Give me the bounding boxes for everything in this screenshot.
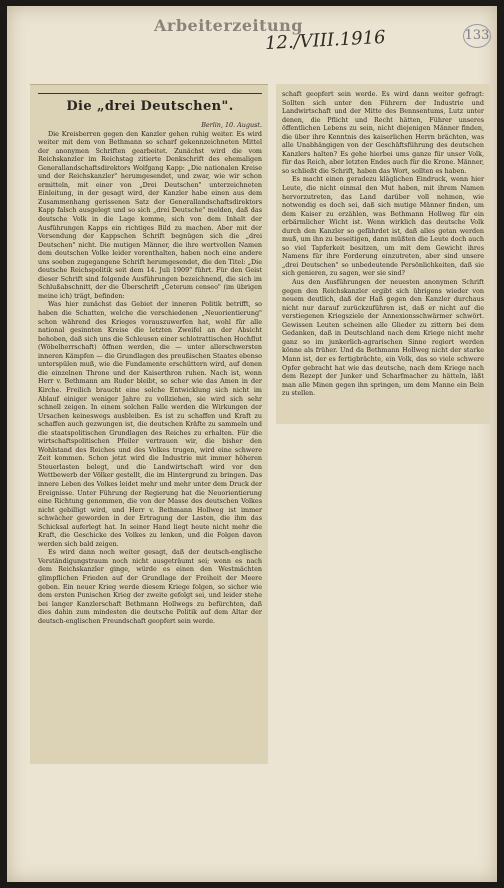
article-paragraph: Die Kreisberren gegen den Kanzler gehen ruhig weiter. Es wird weiter mit dem von Bethmann so scharf gekennzeichneten Mittel der anonymen Schriften gearbeitet. Zunächst wird die vom Reichskanzler im Reichstag zitierte Denkschrift des ehemaligen Generallandschaftsdirektors Wolfgang Kapp: „Die nationalen Kreise und der Reichskanzler" herumgesendet, und zwar, wie wir schon ermitteln, mit einer von „Drei Deutschen" unterzeichneten Einleitung, in der gesagt wird, der Kanzler habe einen aus dem Zusammenhang gerissenen Satz der Generallandschaftsdirektors Kapp falsch ausgelegt und so sich „drei Deutsche" melden, daß das deutsche Volk in die Lage komme, sich von dem Inhalt der Ausführungen Kapps ein richtiges Bild zu machen. Aber mit der Versendung der Kappschen Schrift begnügen sich die „drei Deutschen" nicht. Die mutigen Männer, die ihre wertvollen Namen dem deutschen Volke leider vorenthalten, haben noch eine andere uns soeben zugegangene Schrift herumgesendet, die den Titel: „Die deutsche Reichspolitik seit dem 14. Juli 1909" führt. Für den Geist dieser Schrift sind folgende Ausführungen bezeichnend, die sich im Schlußabschnitt, der die Überschrift „Ceterum censeo" (im übrigen meine ich) trägt, befinden: (38, 129, 262, 300)
article-paragraph: Es macht einen geradezu kläglichen Eindruck, wenn hier Leute, die nicht einmal den Mut haben, mit ihrem Namen hervorzutreten, das Land darüber voll nehmen, wie notwendig es doch sei, daß sich mutige Männer finden, um dem Kaiser zu erzählen, was Bethmann Hollweg für ein erbärmlicher Wicht ist. Wenn wirklich das deutsche Volk durch den Kanzler so gefährdet ist, daß alles getan werden muß, um ihn zu beseitigen, dann müßten die Leute doch auch so viel Tapferkeit besitzen, um mit dem Gewicht ihres Namens für ihre Forderung einzutreten, aber sind unsere „drei Deutschen" so unbedeutende Persönlichkeiten, daß sie sich genieren, zu sagen, wer sie sind? (282, 175, 484, 278)
page-number: 133 (463, 24, 491, 48)
article-headline: Die „drei Deutschen". (66, 99, 234, 114)
handwritten-date: 12./VIII.1916 (264, 26, 387, 55)
newspaper-stamp: Arbeiterzeitung (154, 16, 303, 35)
article-dateline: Berlin, 10. August. (201, 121, 262, 129)
article-paragraph: Es wird dann noch weiter gesagt, daß der deutsch-englische Verständigungstraum noch nicht ausgeträumt sei; wenn es nach dem Reichskanzler ginge, würde es einen den Westmächten glimpflichen Frieden auf der Grundlage der Freiheit der Meere geben. Ein neuer Krieg werde diesem Kriege folgen, so sicher wie dem ersten Punischen Krieg der zweite gefolgt sei, und leider stehe bei langer Kanzlerschaft Bethmann Hollwegs zu befürchten, daß dies dahin zum mindesten die deutsche Politik auf dem Altar der deutsch-englischen Freundschaft geopfert sein werde. (38, 548, 262, 625)
article-paragraph: Aus den Ausführungen der neuesten anonymen Schrift gegen den Reichskanzler ergibt sich übrigens wieder von neuem deutlich, daß der Haß gegen den Kanzler durchaus nicht nur darauf zurückzuführen ist, daß er nicht auf die verstiegenen Kriegsziele der Annexionsschwärmer schwört. Gewissen Leuten scheinen alle Glieder zu zittern bei dem Gedanken, daß in Deutschland nach dem Kriege nicht mehr ganz so im junkerlich-agrarischen Sinne regiert werden könne als früher. Und da Bethmann Hollweg nicht der starke Mann ist, der es fertigbrächte, ein Volk, das so viele schwere Opfer gebracht hat wie das deutsche, nach dem Kriege nach dem Rezept der Junker und Scharfmacher zu hätteln, läßt man alle Minen gegen ihn springen, um dem Manne ein Bein zu stellen. (282, 278, 484, 398)
headline-rule (38, 93, 262, 94)
article-paragraph: schaft geopfert sein werde. Es wird dann weiter gefragt: Sollten sich unter den Führern der Industrie und Landwirtschaft und der Mitte des Bennsentums, Lutz unter denen, die Pflicht und Recht hätten, Führer unseres öffentlichen Lebens zu sein, nicht diejenigen Männer finden, die über ihre Kenntnis des kaiserlichen Herrn brächten, was alle Unabhängigen von der Geschäftsführung des deutschen Kanzlers halten? Es gehe hierbei ums ganze für unser Volk, für das Reich, aber letzten Endes auch für die Krone. Männer, so schließt die Schrift, haben das Wort, sollten es haben. (282, 90, 484, 175)
article-right-column (276, 84, 490, 424)
article-paragraph: Was hier zunächst das Gebiet der inneren Politik betrifft, so haben die Schatten, welche die verschiedenen „Neuorientierung" schon während des Krieges vorauszuwerfen hat, wohl für alle national gesinnten Kreise die letzten Zweifel an der Absicht behoben, daß sich uns die Schleusen einer schlotrattischen Hochflut (Wöbelherrschaft) öffnen werden, die — unter allerschwersten inneren Kämpfen — die Grundlagen des preußischen Staates ebenso unterspülen muß, wie die Fundamente erschüttern wird, auf denen die einzelnen Throne und der Kaiserthron ruhen. Nach ist, wenn Herr v. Bethmann am Ruder bleibt, so scher wie das Amen in der Kirche. Freilich braucht eine solche Entwicklung sich nicht im Ablauf einiger weniger Jahre zu vollziehen, sie wird sich sehr schnell zeigen. In einem solchen Falle werden die Wirkungen der Ursachen keineswegs ausbleiben. Es ist zu schaffen und Kraft zu schaffen auch gezwungen ist, die deutschen Kräfte zu sammeln und die staatspolitischen Grundlagen des Reiches zu erhalten. Für die wirtschaftspolitischen Pfeiler vertrauen wir, die bisher den Wohlstand des Reiches und des Volkes trugen, wird eine schwere Zeit kommen. Schon jetzt wird die Industrie mit immer höheren Steuerlasten belegt, und die Landwirtschaft wird vor den Wettbewerb der Völker gestellt, die im Hintergrund zu bringen. Das innere Leben des Volkes leidet mehr und mehr unter dem Druck der Ereignisse. Unter Führung der Regierung hat die Neuorientierung eine Richtung genommen, die von der Masse des deutschen Volkes nicht gebilligt wird, und Herr v. Bethmann Hollweg ist immer schwächer geworden in der Ertragung der Lasten, die ihm das Schicksal auferlegt hat. In seiner Hand liegt heute nicht mehr die Kraft, die Geschicke des Volkes zu lenken, und die Folgen davon werden sich bald zeigen. (38, 300, 262, 548)
article-left-column (30, 84, 268, 764)
